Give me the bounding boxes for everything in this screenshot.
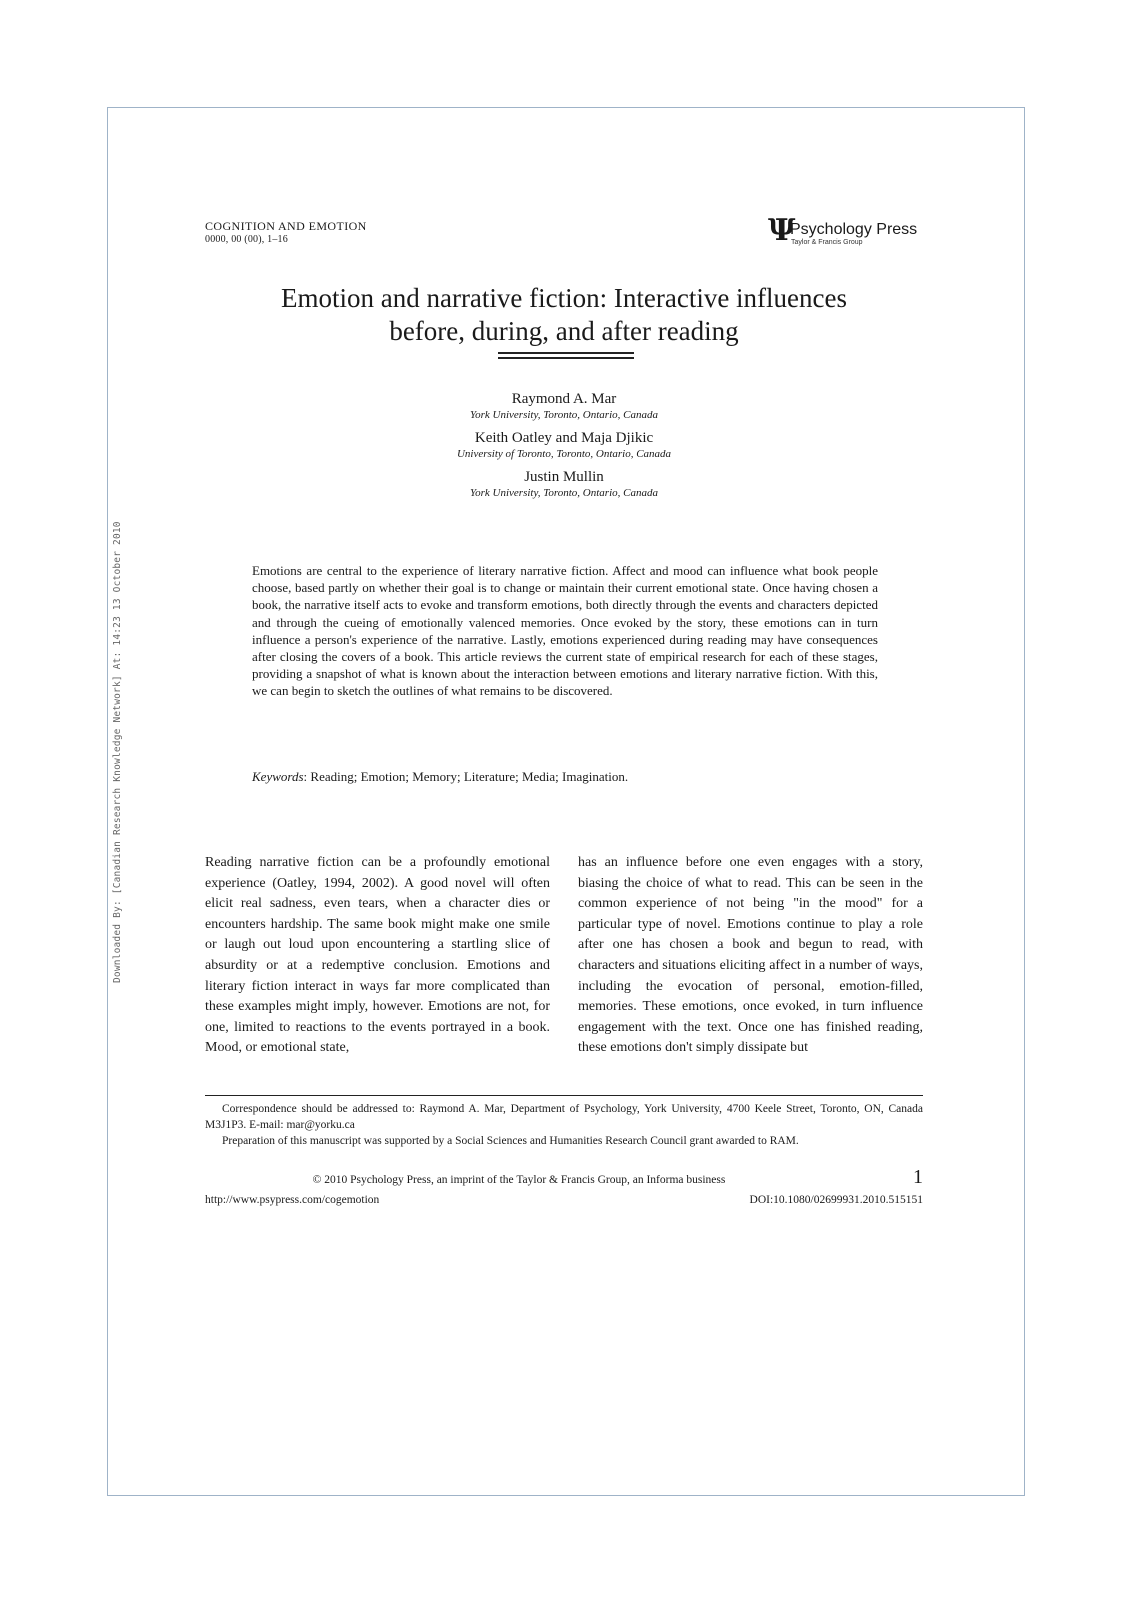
- keywords-text: : Reading; Emotion; Memory; Literature; Media; Imagination.: [303, 769, 629, 784]
- footnote-correspondence: Correspondence should be addressed to: Raymond A. Mar, Department of Psychology, York University, 4700 Keele Street, Toronto, ON, Canada M3J1P3. E-mail: mar@yorku.ca: [205, 1103, 923, 1131]
- page-footer: [205, 1166, 923, 1208]
- title-rule-bottom: [498, 357, 634, 359]
- journal-header: [205, 219, 367, 247]
- journal-issue: 0000, 00 (00), 1–16: [205, 234, 288, 245]
- footnote-funding: Preparation of this manuscript was supported by a Social Sciences and Humanities Research Council grant awarded to RAM.: [222, 1135, 799, 1147]
- keywords: [252, 768, 878, 785]
- author-name: Keith Oatley and Maja Djikic: [474, 430, 654, 446]
- copyright-line: © 2010 Psychology Press, an imprint of the Taylor & Francis Group, an Informa business: [312, 1174, 726, 1186]
- author-affiliation: York University, Toronto, Ontario, Canada: [470, 409, 658, 421]
- article-title-line1: Emotion and narrative fiction: Interactive influences: [280, 283, 848, 313]
- publisher-group: Taylor & Francis Group: [791, 239, 863, 246]
- article-title: [205, 282, 923, 348]
- title-rule-top: [498, 352, 634, 354]
- page-number: 1: [913, 1166, 923, 1188]
- author-block: [205, 390, 923, 507]
- journal-url-link[interactable]: http://www.psypress.com/cogemotion: [205, 1194, 380, 1206]
- body-column-left: Reading narrative fiction can be a profoundly emotional experience (Oatley, 1994, 2002). A good novel will often elicit real sadness, even tears, when a character dies or encounters hardship. The same book might make one smile or laugh out loud upon encountering a startling slice of absurdity or at a redemptive conclusion. Emotions and literary fiction interact in ways far more complicated than these examples might imply, however. Emotions are not, for one, limited to reactions to the events portrayed in a book. Mood, or emotional state,: [205, 855, 550, 1056]
- author-affiliation: University of Toronto, Toronto, Ontario, Canada: [456, 448, 672, 460]
- journal-name: COGNITION AND EMOTION: [205, 219, 367, 233]
- abstract: Emotions are central to the experience of literary narrative fiction. Affect and mood can influence what book people choose, based partly on whether their goal is to change or maintain their current emotional state. Once having chosen a book, the narrative itself acts to evoke and transform emotions, both directly through the events and characters depicted and through the cueing of emotionally valenced memories. Once evoked by the story, these emotions can in turn influence a person's experience of the narrative. Lastly, emotions experienced during reading may have consequences after closing the covers of a book. This article reviews the current state of empirical research for each of these stages, providing a snapshot of what is known about the interaction between emotions and literary narrative fiction. With this, we can begin to sketch the outlines of what remains to be discovered.: [252, 563, 878, 699]
- keywords-label: Keywords: [252, 769, 304, 784]
- download-stamp: Downloaded By: [Canadian Research Knowledge Network] At: 14:23 13 October 2010: [112, 521, 123, 983]
- author-affiliation: York University, Toronto, Ontario, Canada: [470, 487, 658, 499]
- body-column-right: has an influence before one even engages with a story, biasing the choice of what to read. This can be seen in the common experience of not being "in the mood" for a particular type of novel. Emotions continue to play a role after one has chosen a book and begun to read, with characters and situations eliciting affect in a number of ways, including the evocation of personal, emotion-filled, memories. These emotions, once evoked, in turn influence engagement with the text. Once one has finished reading, these emotions don't simply dissipate but: [578, 855, 923, 1056]
- author-name: Justin Mullin: [524, 469, 604, 485]
- footnote-rule: [205, 1095, 923, 1096]
- doi-label: DOI:10.1080/02699931.2010.515151: [749, 1194, 923, 1206]
- footnotes: [205, 1101, 923, 1149]
- publisher-name: Psychology Press: [790, 221, 918, 238]
- psi-logo-icon: Ψ: [768, 213, 796, 248]
- article-title-line2: before, during, and after reading: [389, 316, 739, 346]
- publisher-logo: [768, 213, 920, 250]
- author-name: Raymond A. Mar: [511, 391, 617, 407]
